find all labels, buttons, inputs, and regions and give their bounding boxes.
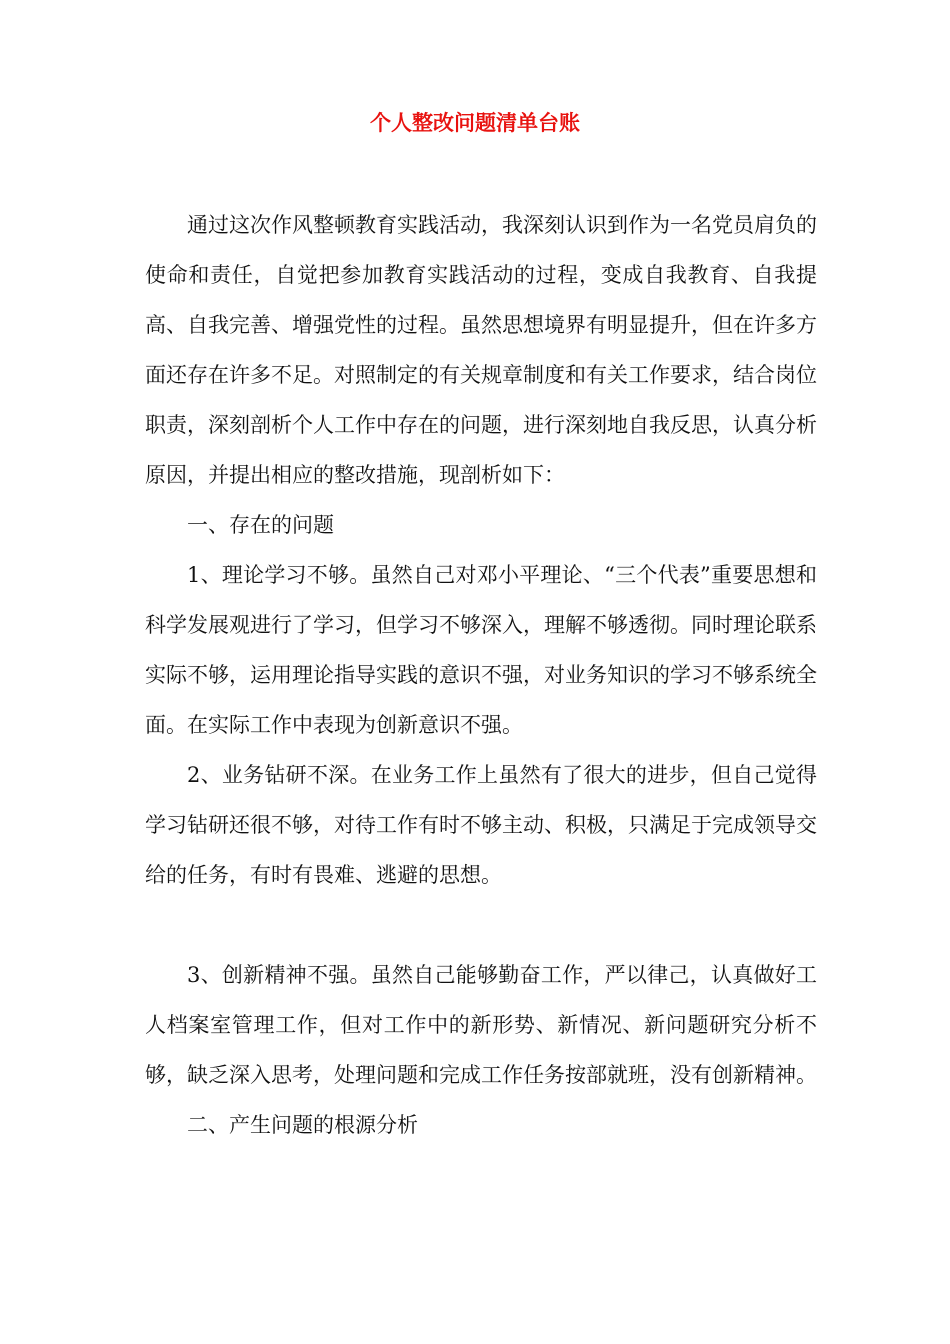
document-body (145, 200, 817, 1150)
problem-item-2: 2、业务钻研不深。在业务工作上虽然有了很大的进步，但自己觉得学习钻研还很不够，对待工作有时不够主动、积极，只满足于完成领导交给的任务，有时有畏难、逃避的思想。 (145, 763, 817, 887)
section-heading-problems: 一、存在的问题 (187, 513, 334, 537)
section-heading-root-cause: 二、产生问题的根源分析 (187, 1113, 418, 1137)
problem-item-3: 3、创新精神不强。虽然自己能够勤奋工作，严以律己，认真做好工人档案室管理工作，但对工作中的新形势、新情况、新问题研究分析不够，缺乏深入思考，处理问题和完成工作任务按部就班，没有创新精神。 (145, 963, 817, 1087)
problem-item-1: 1、理论学习不够。虽然自己对邓小平理论、“三个代表”重要思想和科学发展观进行了学习，但学习不够深入，理解不够透彻。同时理论联系实际不够，运用理论指导实践的意识不强，对业务知识的学习不够系统全面。在实际工作中表现为创新意识不强。 (145, 563, 817, 737)
intro-paragraph: 通过这次作风整顿教育实践活动，我深刻认识到作为一名党员肩负的使命和责任，自觉把参加教育实践活动的过程，变成自我教育、自我提高、自我完善、增强党性的过程。虽然思想境界有明显提升，但在许多方面还存在许多不足。对照制定的有关规章制度和有关工作要求，结合岗位职责，深刻剖析个人工作中存在的问题，进行深刻地自我反思，认真分析原因，并提出相应的整改措施，现剖析如下： (145, 213, 817, 487)
document-title: 个人整改问题清单台账 (370, 110, 580, 135)
